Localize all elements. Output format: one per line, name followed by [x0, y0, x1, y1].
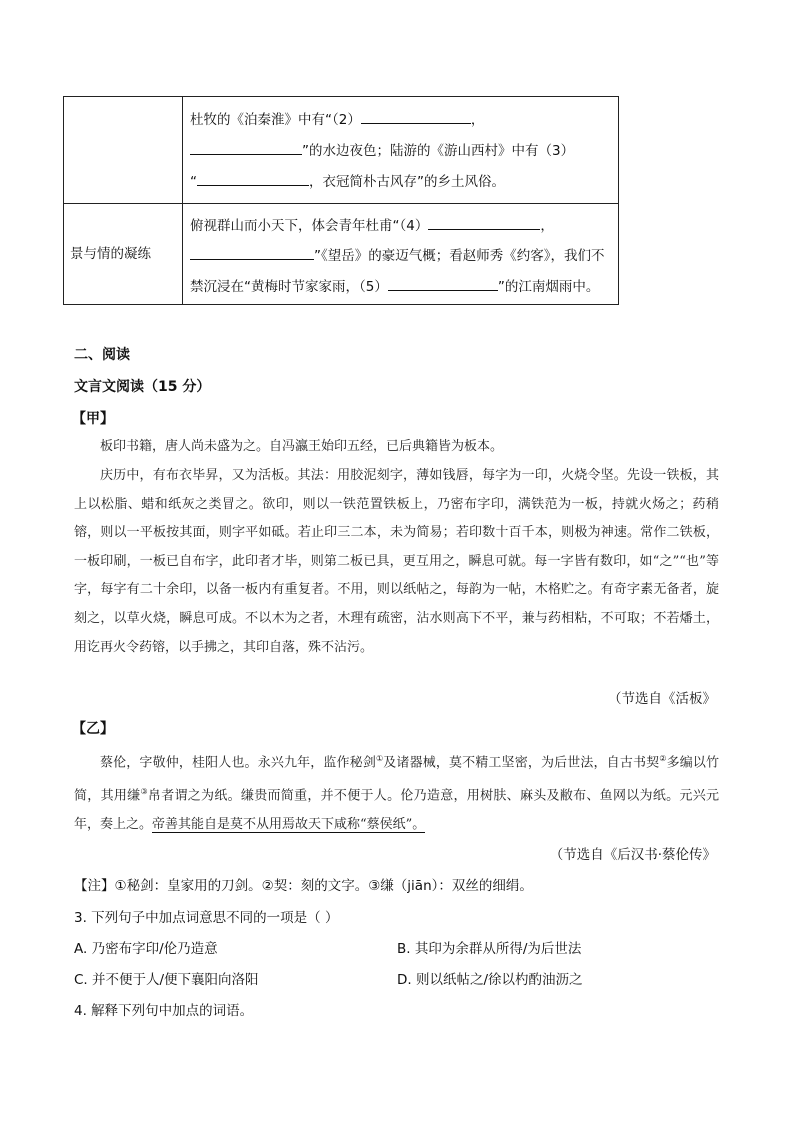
row1-line2: [190, 140, 574, 160]
footnote-marker-3: ③: [140, 786, 148, 796]
row1-line3-text: ，衣冠简朴古风存”的乡土风俗。: [309, 174, 505, 190]
footnote-marker-1: ①: [375, 754, 384, 763]
row2-line3-end: ”的江南烟雨中。: [497, 279, 600, 295]
row1-line1-end: ，: [470, 112, 485, 128]
section-title: 二、阅读: [74, 347, 130, 363]
passage-yi-paragraph: [74, 745, 719, 839]
passage-jia-paragraph-2: 庆历中，有布衣毕昇，又为活板。其法：用胶泥刻字，薄如钱唇，每字为一印，火烧令坚。先设一铁板，其上以松脂、蜡和纸灰之类冒之。欲印，则以一铁范置铁板上，乃密布字印，满铁范为一板，持就火炀之；药稍镕，则以一平板按其面，则字平如砥。若止印三二本，未为简易；若印数十百千本，则极为神速。常作二铁板，一板印刷，一板已自布字，此印者才毕，则第二板已具，更互用之，瞬息可就。每一字皆有数印，如“之”“也”等字，每字有二十余印，以备一板内有重复者。不用，则以纸帖之，每韵为一帖，木格贮之。有奇字素无备者，旋刻之，以草火烧，瞬息可成。不以木为之者，木理有疏密，沾水则高下不平，兼与药相粘，不可取；不若燔土，用讫再火令药镕，以手拂之，其印自落，殊不沾污。: [74, 468, 719, 655]
row2-line1-text: 俯视群山而小天下，体会青年杜甫“（4）: [190, 218, 429, 234]
row2-line2-text: ”《望岳》的豪迈气概；看赵师秀《约客》，我们不: [314, 248, 605, 264]
yi-text-d: 帛者谓之为纸。缣贵而简重，并不便于人。伦乃造意，用树肤、麻头及敝布、鱼网以为纸。元兴元年，奏上之。: [74, 788, 719, 832]
fill-blank-2[interactable]: [361, 109, 471, 124]
row2-line3: [190, 276, 599, 296]
yi-text-b: 及诸器械，莫不精工坚密，为后世法，自古书契: [383, 755, 660, 771]
row2-line1-end: ，: [540, 218, 554, 234]
row1-line3-open: “: [190, 174, 197, 190]
fill-blank-2-cont[interactable]: [190, 140, 302, 155]
row1-line3: [190, 171, 505, 191]
row1-line1-text: 杜牧的《泊秦淮》中有“（2）: [190, 112, 361, 128]
passage-jia-source: （节选自《活板》: [608, 691, 716, 707]
yi-text-c: 多编以竹简，其用缣: [74, 755, 719, 804]
passage-jia-label: 【甲】: [72, 411, 114, 427]
question-3-stem: 3. 下列句子中加点词意思不同的一项是（ ）: [74, 910, 339, 926]
table-column-divider: [182, 97, 183, 304]
row1-line1: [190, 109, 484, 129]
passage-yi-label: 【乙】: [72, 721, 114, 737]
row2-line1: [190, 215, 554, 235]
question-3-option-d[interactable]: D. 则以纸帖之/徐以杓酌油沥之: [397, 972, 583, 988]
passage-jia-paragraph-1: 板印书籍，唐人尚未盛为之。自冯瀛王始印五经，已后典籍皆为板本。: [100, 439, 504, 454]
question-3-option-c[interactable]: C. 并不便于人/便下襄阳向洛阳: [74, 972, 259, 988]
section-subtitle: 文言文阅读（15 分）: [74, 379, 211, 395]
yi-text-a: 蔡伦，字敬仲，桂阳人也。永兴九年，监作秘剑: [100, 755, 376, 771]
question-3-option-b[interactable]: B. 其印为余群从所得/为后世法: [397, 941, 582, 957]
question-3-option-a[interactable]: A. 乃密布字印/伦乃造意: [74, 941, 218, 957]
passage-yi-source: （节选自《后汉书·蔡伦传》: [549, 847, 716, 863]
fill-blank-5[interactable]: [388, 276, 498, 291]
footnote-marker-2: ②: [659, 754, 667, 763]
row2-line3-text: 禁沉浸在“黄梅时节家家雨，（5）: [190, 279, 388, 295]
question-4-stem: 4. 解释下列句中加点的词语。: [74, 1003, 254, 1019]
fill-blank-4[interactable]: [428, 215, 540, 230]
row2-line2: [190, 245, 605, 265]
row1-line2-text: ”的水边夜色；陆游的《游山西村》中有（3）: [302, 143, 575, 159]
table-row-divider: [64, 203, 618, 204]
annotation-notes: 【注】①秘剑：皇家用的刀剑。②契：刻的文字。③缣（jiān）：双丝的细绢。: [74, 878, 533, 894]
poetry-fill-table: [63, 96, 619, 305]
row2-label: 景与情的凝练: [70, 246, 151, 262]
yi-underlined-sentence: 帝善其能自是莫不从用焉故天下咸称“蔡侯纸”。: [152, 816, 426, 832]
fill-blank-4-cont[interactable]: [190, 245, 314, 260]
fill-blank-3[interactable]: [197, 171, 309, 186]
